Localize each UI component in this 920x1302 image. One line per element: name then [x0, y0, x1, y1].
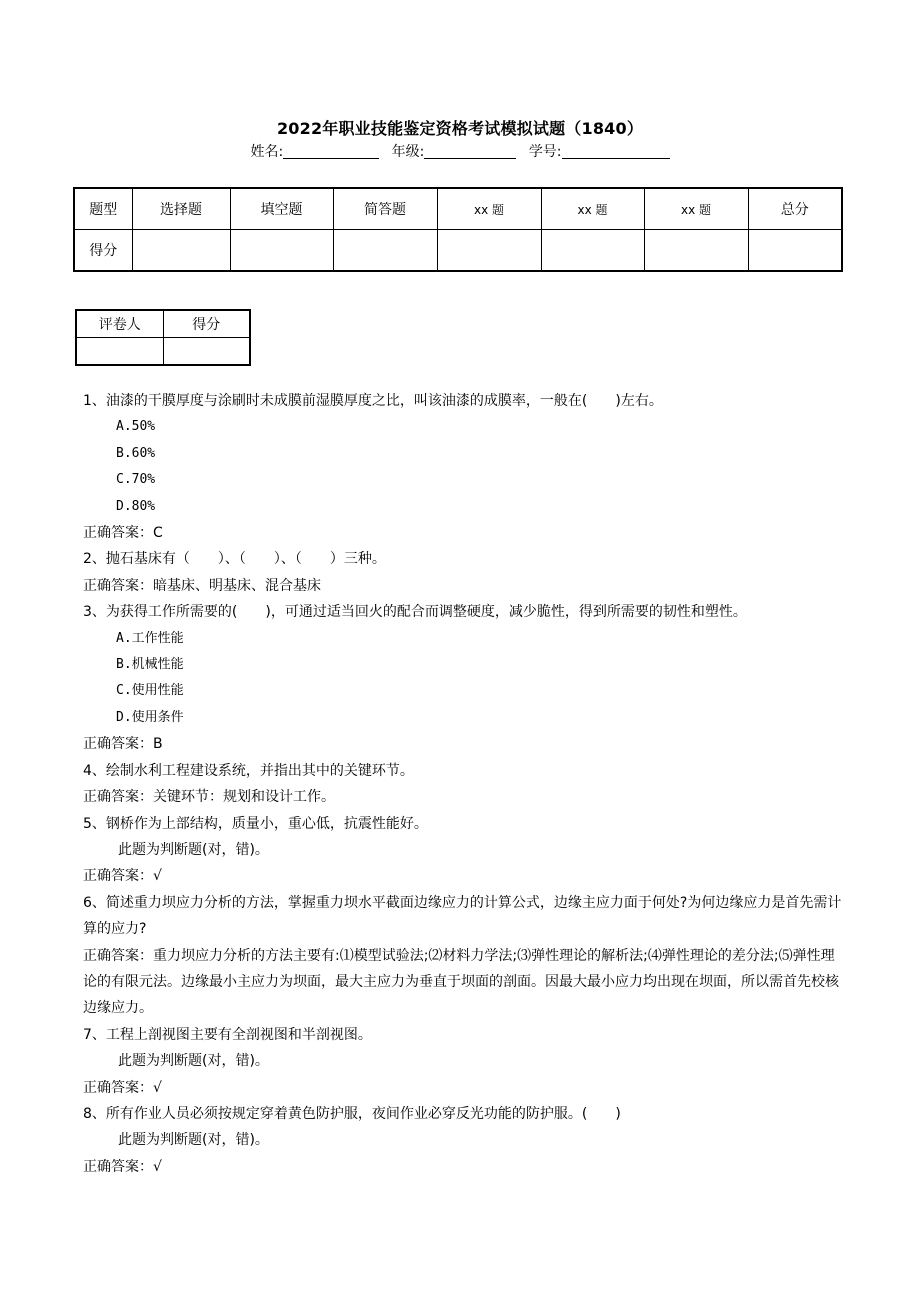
- answer: 正确答案：√: [83, 1158, 162, 1175]
- option: D.80%: [116, 498, 156, 514]
- question-text: 7、工程上剖视图主要有全剖视图和半剖视图。: [83, 1026, 372, 1043]
- header-cell: 题型: [74, 188, 132, 230]
- header-cell: xx 题: [541, 188, 644, 230]
- score-table-score-row: [74, 230, 842, 272]
- score-table: [73, 187, 843, 272]
- header-cell: 选择题: [132, 188, 230, 230]
- score-cell[interactable]: [541, 230, 644, 272]
- answer: 正确答案：暗基床、明基床、混合基床: [83, 577, 321, 594]
- answer: 正确答案：重力坝应力分析的方法主要有:⑴模型试验法;⑵材料力学法;⑶弹性理论的解析法;⑷弹性理论的差分法;⑸弹性理论的有限元法。边缘最小主应力为坝面，最大主应力为垂直于坝面的剖面。因最大最小应力均出现在坝面，所以需首先校核边缘应力。: [83, 947, 839, 1017]
- grade-field[interactable]: [424, 144, 516, 159]
- header-cell: 简答题: [333, 188, 437, 230]
- name-label: 姓名:: [250, 144, 284, 160]
- option: A.50%: [116, 419, 156, 435]
- option: A.工作性能: [116, 630, 184, 646]
- question-list: [83, 388, 843, 1180]
- answer: 正确答案：B: [83, 736, 163, 753]
- judge-note: 此题为判断题(对，错)。: [118, 841, 269, 858]
- id-field[interactable]: [562, 144, 670, 159]
- header-cell: xx 题: [437, 188, 541, 230]
- judge-note: 此题为判断题(对，错)。: [118, 1053, 269, 1070]
- answer: 正确答案：C: [83, 525, 163, 542]
- answer: 正确答案：√: [83, 868, 162, 885]
- grader-score-cell[interactable]: [163, 338, 250, 366]
- question-text: 1、油漆的干膜厚度与涂刷时未成膜前湿膜厚度之比，叫该油漆的成膜率，一般在( )左右。: [83, 393, 663, 409]
- option: D.使用条件: [116, 709, 184, 725]
- score-cell[interactable]: [333, 230, 437, 272]
- grade-label: 年级:: [391, 144, 425, 160]
- header-cell: 总分: [748, 188, 842, 230]
- question-text: 8、所有作业人员必须按规定穿着黄色防护服，夜间作业必穿反光功能的防护服。( ): [83, 1105, 621, 1122]
- name-field[interactable]: [283, 144, 379, 159]
- option: C.使用性能: [116, 683, 184, 699]
- header-cell: 填空题: [230, 188, 333, 230]
- option: C.70%: [116, 472, 156, 488]
- grader-score-label: 得分: [163, 310, 250, 338]
- question-text: 5、钢桥作为上部结构，质量小，重心低，抗震性能好。: [83, 815, 428, 832]
- question-text: 2、抛石基床有（ ）、（ ）、（ ）三种。: [83, 551, 386, 568]
- answer: 正确答案：关键环节：规划和设计工作。: [83, 789, 335, 806]
- header-cell: xx 题: [644, 188, 748, 230]
- score-cell[interactable]: [437, 230, 541, 272]
- id-label: 学号:: [528, 144, 562, 160]
- student-info: [0, 141, 920, 161]
- option: B.60%: [116, 445, 156, 461]
- score-cell[interactable]: [748, 230, 842, 272]
- grader-table: [75, 309, 251, 366]
- row-label: 得分: [74, 230, 132, 272]
- page-title: 2022年职业技能鉴定资格考试模拟试题（1840）: [276, 119, 644, 138]
- option: B.机械性能: [116, 657, 184, 673]
- answer: 正确答案：√: [83, 1079, 162, 1096]
- score-cell[interactable]: [230, 230, 333, 272]
- score-table-header-row: [74, 188, 842, 230]
- question-text: 4、绘制水利工程建设系统，并指出其中的关键环节。: [83, 762, 414, 779]
- judge-note: 此题为判断题(对，错)。: [118, 1132, 269, 1149]
- grader-label: 评卷人: [76, 310, 163, 338]
- score-cell[interactable]: [132, 230, 230, 272]
- question-text: 3、为获得工作所需要的( )，可通过适当回火的配合而调整硬度，减少脆性，得到所需要的韧性和塑性。: [83, 604, 747, 621]
- grader-cell[interactable]: [76, 338, 163, 366]
- question-text: 6、简述重力坝应力分析的方法，掌握重力坝水平截面边缘应力的计算公式，边缘主应力面于何处?为何边缘应力是首先需计算的应力?: [83, 894, 842, 938]
- score-cell[interactable]: [644, 230, 748, 272]
